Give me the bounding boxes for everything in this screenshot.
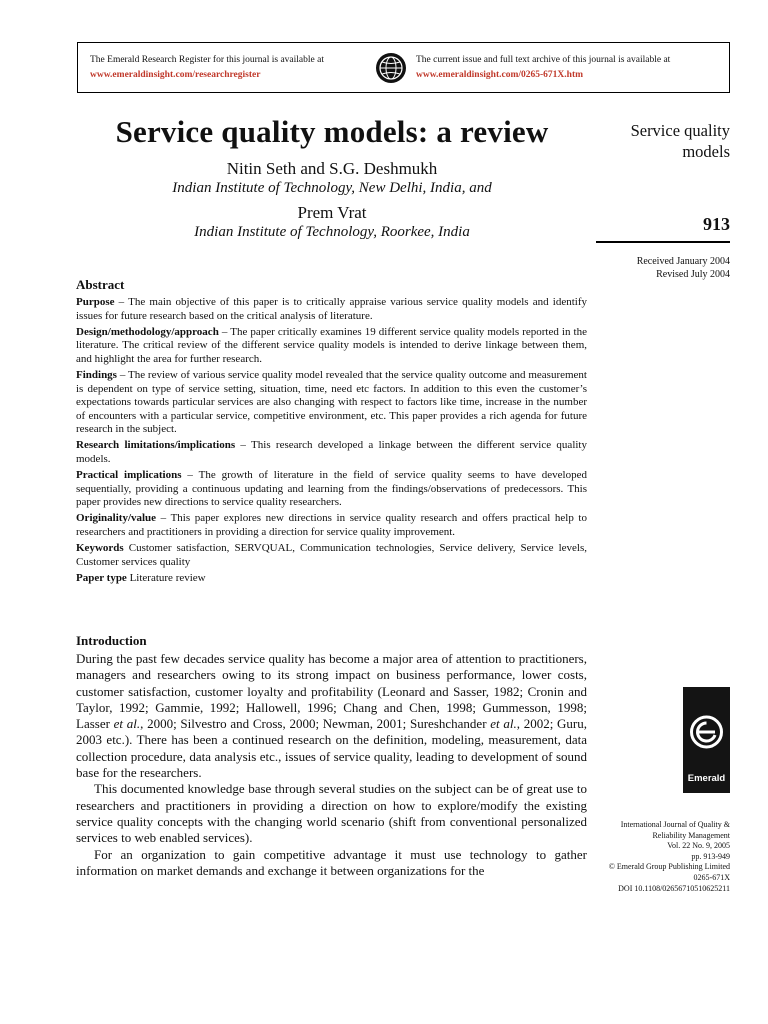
limitations-label: Research limitations/implications bbox=[76, 439, 236, 452]
received-dates bbox=[596, 255, 730, 281]
abstract-body bbox=[76, 296, 587, 588]
abstract-heading: Abstract bbox=[76, 277, 125, 292]
intro-paragraph-2: This documented knowledge base through several studies on the subject can be of great use to researchers and practitioners in providing a direction on how to explore/modify the existing service quality concepts with the changing world scenario (shift from conventional personalized services to web enabled services). bbox=[76, 781, 587, 846]
authors-line-2: Prem Vrat bbox=[297, 203, 367, 222]
intro-p1-part3: , 2002; Guru, 2003 etc.). There has been a continued research on the definition, modeling, measurement, data collection procedure, data analysis etc., issues of service quality, leading to development of sound base for the researchers. bbox=[76, 716, 587, 781]
emerald-e-icon bbox=[683, 687, 730, 771]
intro-paragraph-3: For an organization to gain competitive advantage it must use technology to gather information on market demands and exchange it between organizations for the bbox=[76, 846, 587, 878]
received-date: Received January 2004 bbox=[636, 256, 730, 267]
abstract-design bbox=[76, 326, 587, 367]
affiliation-1: Indian Institute of Technology, New Delhi, India, and bbox=[172, 180, 492, 196]
paper-type-text: Literature review bbox=[126, 571, 206, 584]
authors-line-1: Nitin Seth and S.G. Deshmukh bbox=[226, 159, 438, 178]
abstract-findings bbox=[76, 369, 587, 437]
journal-citation bbox=[596, 820, 730, 894]
abstract-limitations bbox=[76, 439, 587, 466]
intro-et-al-2: et al. bbox=[490, 716, 517, 732]
introduction-body bbox=[76, 651, 587, 879]
keywords-label: Keywords bbox=[76, 542, 124, 555]
full-text-archive-link[interactable]: www.emeraldinsight.com/0265-671X.htm bbox=[416, 70, 584, 80]
design-label: Design/methodology/approach bbox=[76, 325, 219, 338]
full-text-archive-notice bbox=[416, 53, 736, 83]
abstract-paper-type bbox=[76, 572, 587, 586]
journal-volume: Vol. 22 No. 9, 2005 bbox=[667, 841, 730, 851]
journal-pages: pp. 913-949 bbox=[691, 851, 730, 861]
limitations-text: – This research developed a linkage between the different service quality models. bbox=[76, 439, 587, 466]
revised-date: Revised July 2004 bbox=[656, 269, 730, 280]
journal-doi: DOI 10.1108/02656710510625211 bbox=[618, 883, 730, 893]
intro-paragraph-1 bbox=[76, 651, 587, 781]
practical-label: Practical implications bbox=[76, 469, 182, 482]
originality-text: – This paper explores new directions in service quality research and offers practical help to researchers and practitioners in providing a direction for service quality improvement. bbox=[76, 512, 587, 538]
practical-text: – The growth of literature in the field of service quality seems to have developed sequentially, providing a continuous updating and learning from the findings/observations of predecessors. This paper provides new directions to service quality researchers. bbox=[76, 469, 587, 509]
emerald-logo-text: Emerald bbox=[687, 773, 726, 784]
running-title-line-2: models bbox=[682, 142, 730, 161]
research-register-text: The Emerald Research Register for this journal is available at bbox=[90, 55, 324, 65]
keywords-text: Customer satisfaction, SERVQUAL, Communication technologies, Service delivery, Service levels, Customer services quality bbox=[76, 542, 587, 568]
journal-issn: 0265-671X bbox=[693, 872, 730, 882]
globe-icon bbox=[376, 53, 406, 83]
abstract-keywords bbox=[76, 542, 587, 569]
emerald-logo bbox=[683, 687, 730, 793]
intro-et-al-1: et al. bbox=[113, 716, 141, 732]
page-number: 913 bbox=[703, 214, 730, 234]
abstract-originality bbox=[76, 512, 587, 539]
findings-label: Findings bbox=[76, 368, 117, 381]
sidebar-divider bbox=[596, 241, 730, 243]
research-register-link[interactable]: www.emeraldinsight.com/researchregister bbox=[90, 70, 261, 80]
originality-label: Originality/value bbox=[76, 512, 157, 525]
research-register-notice bbox=[90, 53, 380, 83]
paper-type-label: Paper type bbox=[76, 571, 127, 584]
journal-availability-header bbox=[77, 42, 730, 93]
purpose-text: – The main objective of this paper is to critically appraise various service quality models and identify issues for future research based on the critical analysis of literature. bbox=[76, 296, 587, 322]
abstract-practical bbox=[76, 469, 587, 510]
purpose-label: Purpose bbox=[76, 296, 115, 308]
affiliation-2: Indian Institute of Technology, Roorkee, India bbox=[194, 224, 470, 240]
journal-name-line-2: Reliability Management bbox=[652, 830, 730, 840]
intro-p1-part2: , 2000; Silvestro and Cross, 2000; Newman, 2001; Sureshchander bbox=[140, 716, 491, 732]
full-text-archive-text: The current issue and full text archive of this journal is available at bbox=[416, 55, 671, 65]
journal-copyright: © Emerald Group Publishing Limited bbox=[608, 862, 730, 872]
journal-name-line-1: International Journal of Quality & bbox=[620, 820, 730, 829]
running-title bbox=[596, 120, 730, 162]
abstract-purpose bbox=[76, 296, 587, 323]
introduction-heading: Introduction bbox=[76, 633, 147, 648]
article-title: Service quality models: a review bbox=[115, 114, 549, 149]
intro-p1-part1: During the past few decades service quality has become a major area of attention to practitioners, managers and researchers owing to its strong impact on business performance, lower costs, customer satisfaction, customer loyalty and profitability (Leonard and Sasser, 1982; Cronin and Taylor, 1992; Gammie, 1992; Hallowell, 1996; Chang and Chen, 1998; Gummesson, 1998; Lasser bbox=[76, 651, 587, 732]
running-title-line-1: Service quality bbox=[630, 121, 730, 140]
findings-text: – The review of various service quality model revealed that the service quality outcome and measurement is dependent on type of service setting, situation, time, need etc factors. In addition to this even the customer’s expectations towards particular services are also changing with respect to factors like time, increase in the number of encounters with a particular service, competitive environment, etc. This paper provides a rich agenda for future research in the subject. bbox=[76, 368, 587, 436]
design-text: – The paper critically examines 19 different service quality models reported in the literature. The critical review of the different service quality models is intended to derive linkage between them, and highlight the area for further research. bbox=[76, 325, 587, 365]
